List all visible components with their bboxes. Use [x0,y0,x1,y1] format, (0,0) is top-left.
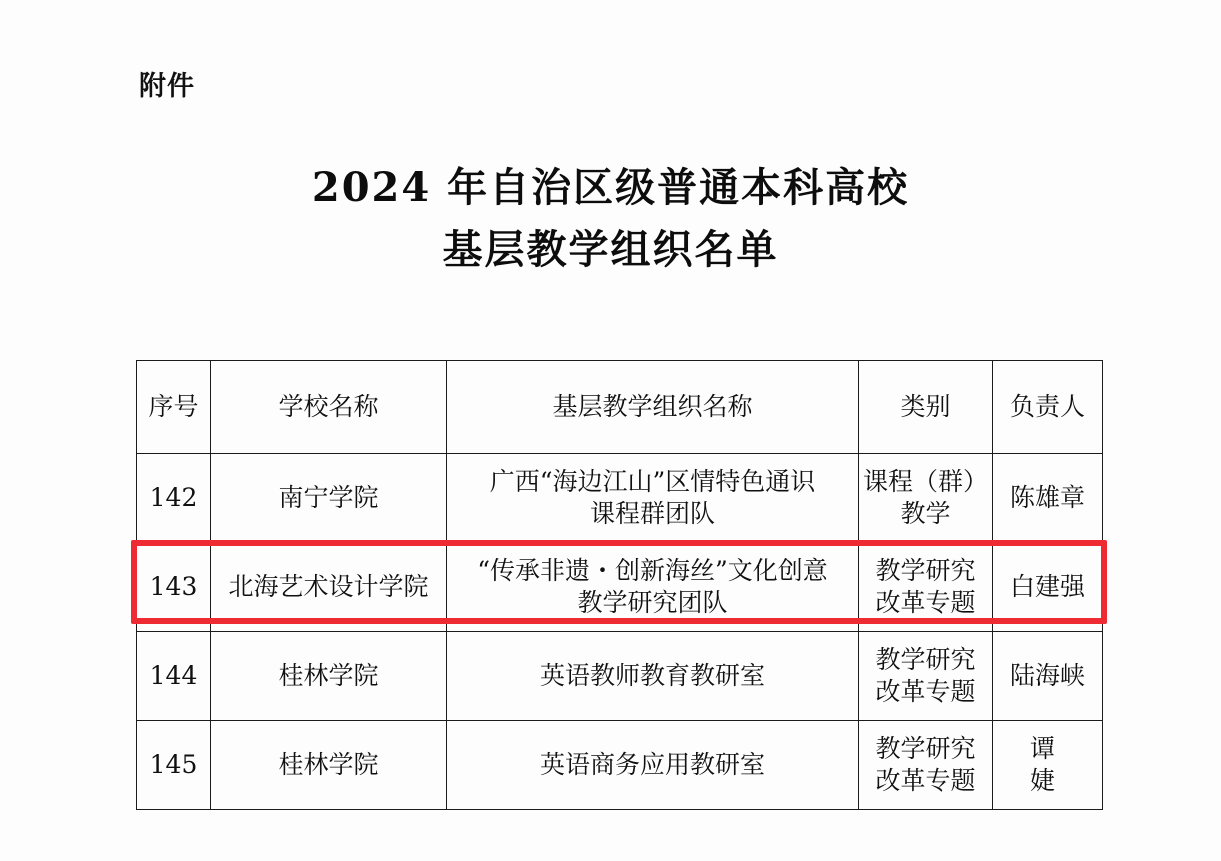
page-title [0,157,1221,281]
column-header-owner: 负责人 [993,361,1103,454]
cell-category: 课程（群） 教学 [859,454,993,543]
cell-category: 教学研究 改革专题 [859,543,993,632]
cell-category: 教学研究 改革专题 [859,632,993,721]
column-header-category: 类别 [859,361,993,454]
cell-index: 142 [137,454,211,543]
listing-table [136,360,1103,810]
table-row [137,632,1103,721]
table-row-highlighted [137,543,1103,632]
table-header-row [137,361,1103,454]
cell-school: 桂林学院 [211,721,447,810]
cell-organization: “传承非遗・创新海丝”文化创意 教学研究团队 [447,543,859,632]
cell-owner: 陈雄章 [993,454,1103,543]
column-header-index: 序号 [137,361,211,454]
table-body [137,454,1103,810]
cell-owner: 谭 婕 [993,721,1103,810]
cell-index: 145 [137,721,211,810]
page-title-line-2: 基层教学组织名单 [442,226,779,273]
cell-organization: 广西“海边江山”区情特色通识 课程群团队 [447,454,859,543]
table-row [137,454,1103,543]
listing-table-wrapper [136,360,1102,810]
cell-index: 144 [137,632,211,721]
cell-owner: 白建强 [993,543,1103,632]
table-row [137,721,1103,810]
cell-school: 桂林学院 [211,632,447,721]
page-title-line-1: 2024 年自治区级普通本科高校 [311,164,910,211]
attachment-label: 附件 [139,71,195,102]
cell-organization: 英语商务应用教研室 [447,721,859,810]
cell-school: 北海艺术设计学院 [211,543,447,632]
table-head [137,361,1103,454]
cell-organization: 英语教师教育教研室 [447,632,859,721]
column-header-organization: 基层教学组织名称 [447,361,859,454]
cell-category: 教学研究 改革专题 [859,721,993,810]
cell-owner: 陆海峡 [993,632,1103,721]
cell-school: 南宁学院 [211,454,447,543]
cell-index: 143 [137,543,211,632]
column-header-school: 学校名称 [211,361,447,454]
